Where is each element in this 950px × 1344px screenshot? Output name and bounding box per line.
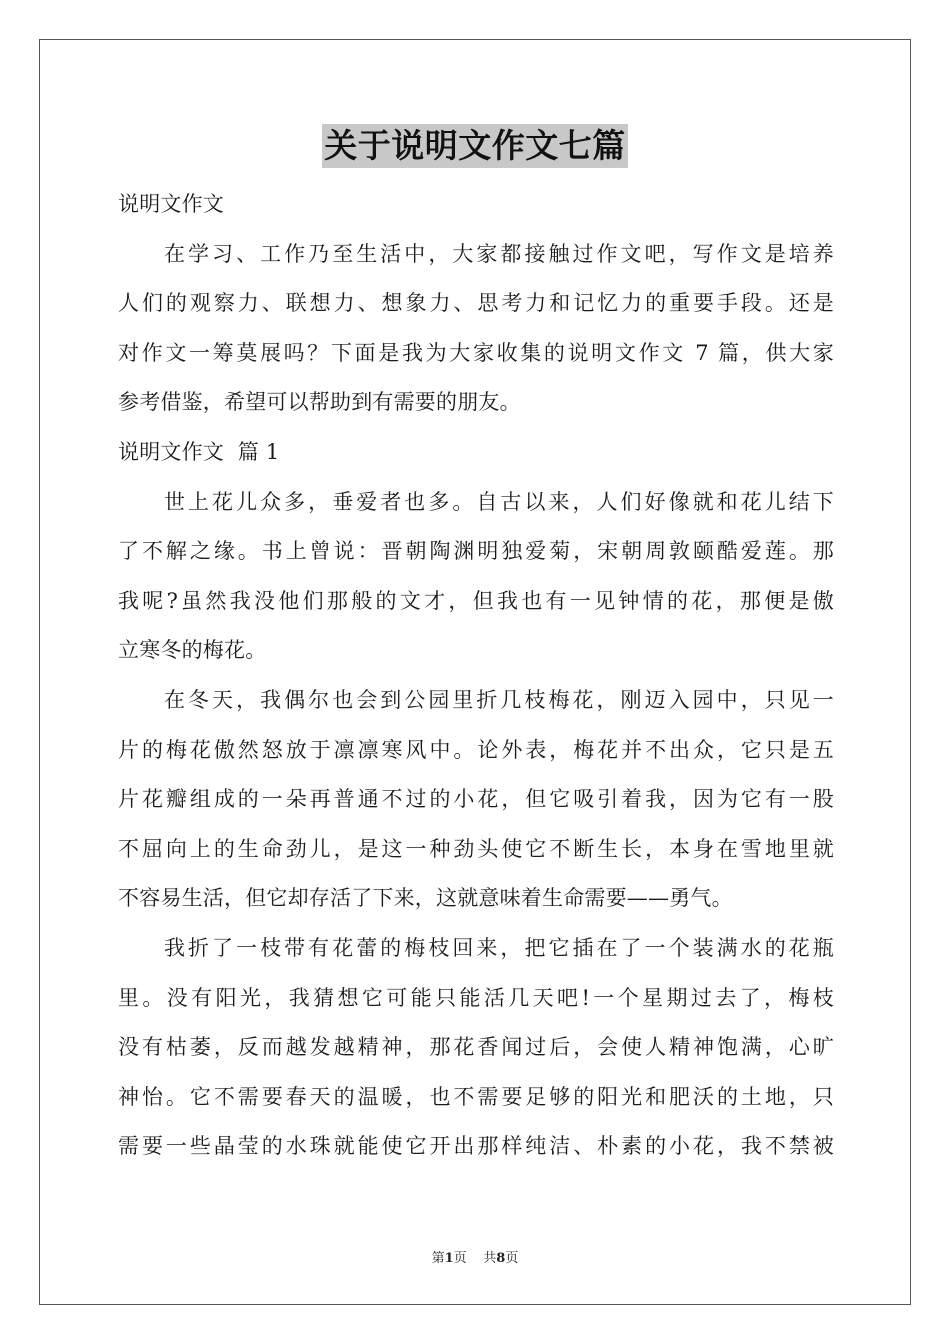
title-container — [0, 124, 950, 168]
paragraph-line: 在学习、工作乃至生活中，大家都接触过作文吧，写作文是培养 — [164, 241, 834, 266]
paragraph-line: 神怡。它不需要春天的温暖，也不需要足够的阳光和肥沃的土地，只 — [118, 1084, 834, 1109]
paragraph-line: 没有枯萎，反而越发越精神，那花香闻过后，会使人精神饱满，心旷 — [118, 1035, 834, 1060]
paragraph-line: 在冬天，我偶尔也会到公园里折几枝梅花，刚迈入园中，只见一 — [164, 687, 834, 712]
page-unit: 页 — [453, 1251, 467, 1266]
total-prefix: 共 — [483, 1251, 497, 1266]
page-footer — [0, 1247, 950, 1266]
paragraph-line: 片花瓣组成的一朵再普通不过的小花，但它吸引着我，因为它有一股 — [118, 787, 834, 812]
paragraph-line: 片的梅花傲然怒放于凛凛寒风中。论外表，梅花并不出众，它只是五 — [118, 737, 834, 762]
page-prefix: 第 — [431, 1251, 445, 1266]
page-current: 1 — [444, 1251, 454, 1266]
document-title: 关于说明文作文七篇 — [322, 124, 628, 168]
paragraph-line: 不容易生活，但它却存活了下来，这就意味着生命需要——勇气。 — [118, 886, 733, 911]
paragraph-line: 里。没有阳光，我猜想它可能只能活几天吧!一个星期过去了，梅枝 — [118, 985, 834, 1010]
paragraph-line: 需要一些晶莹的水珠就能使它开出那样纯洁、朴素的小花，我不禁被 — [118, 1134, 834, 1159]
paragraph-line: 我呢?虽然我没他们那般的文才，但我也有一见钟情的花，那便是傲 — [118, 588, 834, 613]
document-body — [118, 180, 834, 1172]
paragraph-line: 世上花儿众多，垂爱者也多。自古以来，人们好像就和花儿结下 — [164, 489, 834, 514]
section-heading: 说明文作文 — [118, 192, 224, 216]
page-total: 8 — [496, 1251, 506, 1266]
paragraph-line: 不屈向上的生命劲儿，是这一种劲头使它不断生长，本身在雪地里就 — [118, 836, 834, 861]
paragraph-line: 了不解之缘。书上曾说：晋朝陶渊明独爱菊，宋朝周敦颐酷爱莲。那 — [118, 539, 834, 564]
paragraph-line: 参考借鉴，希望可以帮助到有需要的朋友。 — [118, 390, 521, 415]
paragraph-line: 人们的观察力、联想力、想象力、思考力和记忆力的重要手段。还是 — [118, 291, 834, 316]
section-heading: 说明文作文 篇 1 — [118, 439, 280, 464]
paragraph-line: 立寒冬的梅花。 — [118, 638, 267, 663]
total-unit: 页 — [505, 1251, 519, 1266]
paragraph-line: 对作文一筹莫展吗？下面是我为大家收集的说明文作文 7 篇，供大家 — [118, 340, 834, 365]
paragraph-line: 我折了一枝带有花蕾的梅枝回来，把它插在了一个装满水的花瓶 — [164, 935, 834, 960]
